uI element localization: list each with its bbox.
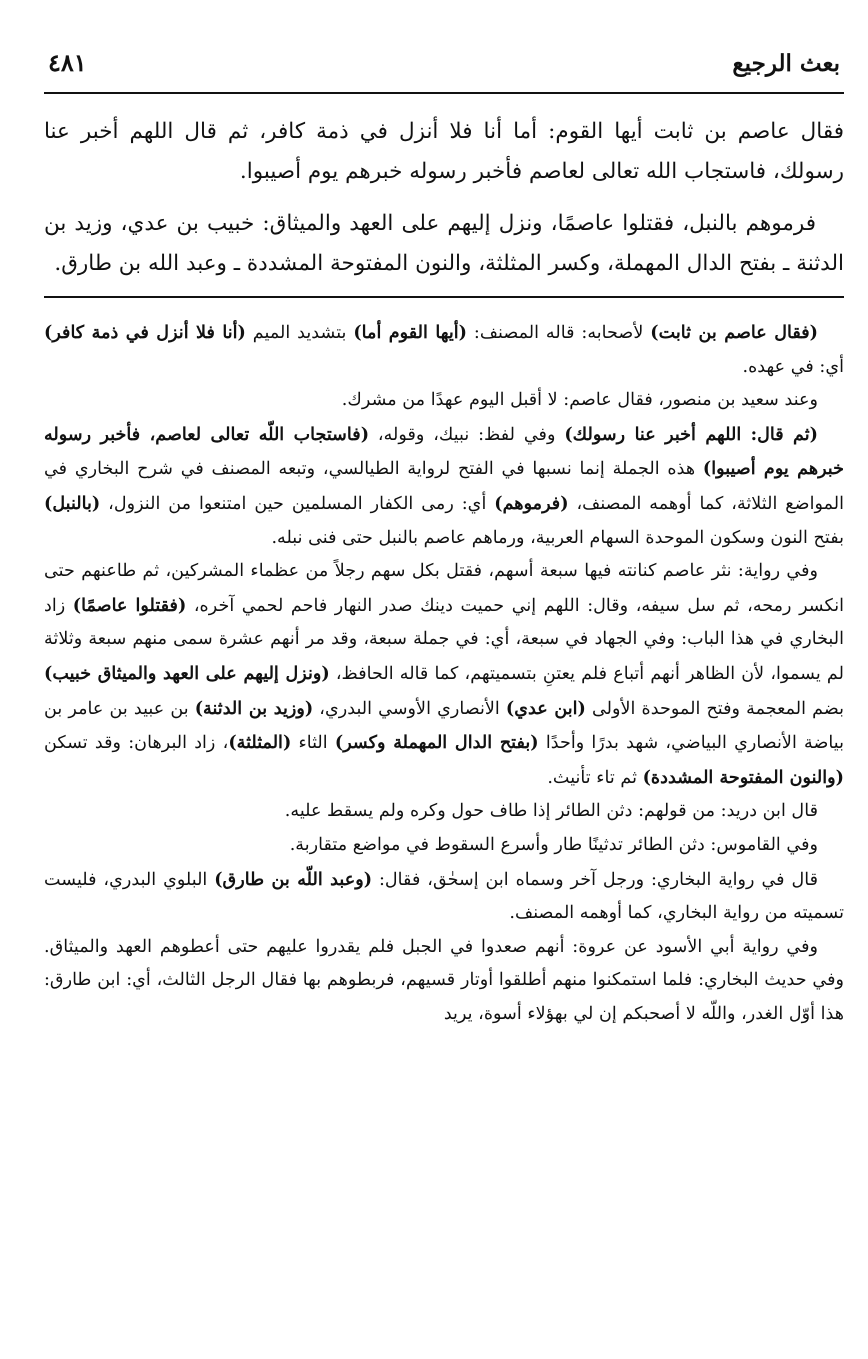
commentary-paragraph [44, 316, 844, 384]
quoted-phrase: (وزيد بن الدثنة) [194, 697, 314, 719]
quoted-phrase: (فرموهم) [494, 492, 569, 514]
quoted-phrase: (والنون المفتوحة المشددة) [642, 766, 844, 788]
commentary-paragraph: قال ابن دريد: من قولهم: دثن الطائر إذا طاف حول وكره ولم يسقط عليه. [284, 801, 818, 822]
running-header [44, 48, 844, 94]
commentary-text: بفتح النون وسكون الموحدة السهام العربية، ورماهم عاصم بالنبل حتى فنى نبله. [271, 527, 844, 548]
chapter-title: بعث الرجيع [732, 50, 840, 77]
text-divider [44, 296, 844, 298]
commentary-text: زاد البخاري في هذا الباب: وفي الجهاد في سبعة، أي: في جملة سبعة، وقد مر أنهم عشرة سمى منهم سبعة وثلاثة لم يسموا، لأن الظاهر أنهم أتباع فلم يعتنِ بتسميتهم، كما قاله الحافظ، [44, 595, 844, 684]
commentary-text: بن عبيد بن عامر بن بياضة الأنصاري البياضي، شهد بدرًا وأحدًا [44, 698, 844, 754]
commentary-paragraph [44, 863, 844, 931]
commentary-text: ثم تاء تأنيث. [547, 767, 643, 788]
commentary-text: وفي رواية: نثر عاصم كنانته فيها سبعة أسهم، فقتل بكل سهم رجلاً من عظماء المشركين، ثم طاعنهم حتى انكسر رمحه، ثم سل سيفه، وقال: اللهم إني حميت دينك صدر النهار فاحم لحمي آخره، [44, 561, 844, 616]
commentary-paragraph [44, 555, 844, 795]
commentary-paragraph: وفي القاموس: دثن الطائر تدثينًا طار وأسرع السقوط في مواضع متقاربة. [289, 834, 818, 855]
commentary [44, 316, 844, 1031]
commentary-paragraph [44, 418, 844, 555]
quoted-phrase: (أنا فلا أنزل في ذمة كافر) [44, 322, 246, 343]
commentary-text: أي: رمى الكفار المسلمين حين امتنعوا من النزول، [100, 493, 495, 514]
commentary-text: قال في رواية البخاري: ورجل آخر وسماه ابن إسحٰق، فقال: [372, 869, 818, 890]
commentary-text: هذه الجملة إنما نسبها في الفتح لرواية الطيالسي، وتبعه المصنف في شرح البخاري في المواضع الثلاثة، كما أوهمه المصنف، [44, 459, 844, 514]
commentary-text: البلوي البدري، فليست تسميته من رواية البخاري، كما أوهمه المصنف. [44, 869, 844, 924]
quoted-phrase: (أيها القوم أما) [353, 322, 467, 343]
main-text [44, 112, 844, 284]
commentary-paragraph: وعند سعيد بن منصور، فقال عاصم: لا أقبل اليوم عهدًا من مشرك. [341, 390, 818, 411]
quoted-phrase: (وعبد اللّه بن طارق) [214, 868, 373, 890]
quoted-phrase: (بالنبل) [44, 492, 101, 514]
quoted-phrase: (بفتح الدال المهملة وكسر) [334, 732, 539, 754]
commentary-text: بضم المعجمة وفتح الموحدة الأولى [585, 698, 844, 719]
quoted-phrase: (ابن عدي) [505, 697, 586, 719]
commentary-text: وفي لفظ: نبيك، وقوله، [369, 424, 565, 445]
quoted-phrase: (ثم قال: اللهم أخبر عنا رسولك) [564, 423, 818, 445]
main-text-paragraph: فرموهم بالنبل، فقتلوا عاصمًا، ونزل إليهم على العهد والميثاق: خبيب بن عدي، وزيد بن الدثنة ـ بفتح الدال المهملة، وكسر المثلثة، والنون المفتوحة المشددة ـ وعبد الله بن طارق. [44, 211, 844, 276]
quoted-phrase: (فقال عاصم بن ثابت) [650, 322, 818, 343]
quoted-phrase: (فاستجاب اللّه تعالى لعاصم، فأخبر رسوله خبرهم يوم أصيبوا) [44, 423, 844, 480]
quoted-phrase: (المثلثة) [228, 732, 292, 754]
main-text-paragraph: فقال عاصم بن ثابت أيها القوم: أما أنا فلا أنزل في ذمة كافر، ثم قال اللهم أخبر عنا رسولك، فاستجاب الله تعالى لعاصم فأخبر رسوله خبرهم يوم أصيبوا. [44, 119, 844, 184]
commentary-text: الثاء [291, 733, 335, 754]
commentary-text: الأنصاري الأوسي البدري، [313, 698, 506, 719]
commentary-paragraph: وفي رواية أبي الأسود عن عروة: أنهم صعدوا في الجبل فلم يقدروا عليهم حتى أعطوهم العهد والميثاق. وفي حديث البخاري: فلما استمكنوا منهم أطلقوا أوتار قسيهم، فربطوهم بها فقال الرجل الثالث، أي: ابن طارق: هذا أوّل الغدر، واللّه لا أصحبكم إن لي بهؤلاء أسوة، يريد [44, 936, 844, 1024]
quoted-phrase: (فقتلوا عاصمًا) [72, 594, 187, 616]
commentary-text: بتشديد الميم [245, 323, 354, 343]
commentary-text: لأصحابه: قاله المصنف: [466, 323, 651, 343]
quoted-phrase: (ونزل إليهم على العهد والميثاق خبيب) [44, 662, 330, 684]
page-number: ٤٨١ [48, 48, 87, 77]
commentary-text: ، زاد البرهان: وقد تسكن [44, 733, 229, 754]
commentary-text: أي: في عهده. [742, 356, 844, 377]
